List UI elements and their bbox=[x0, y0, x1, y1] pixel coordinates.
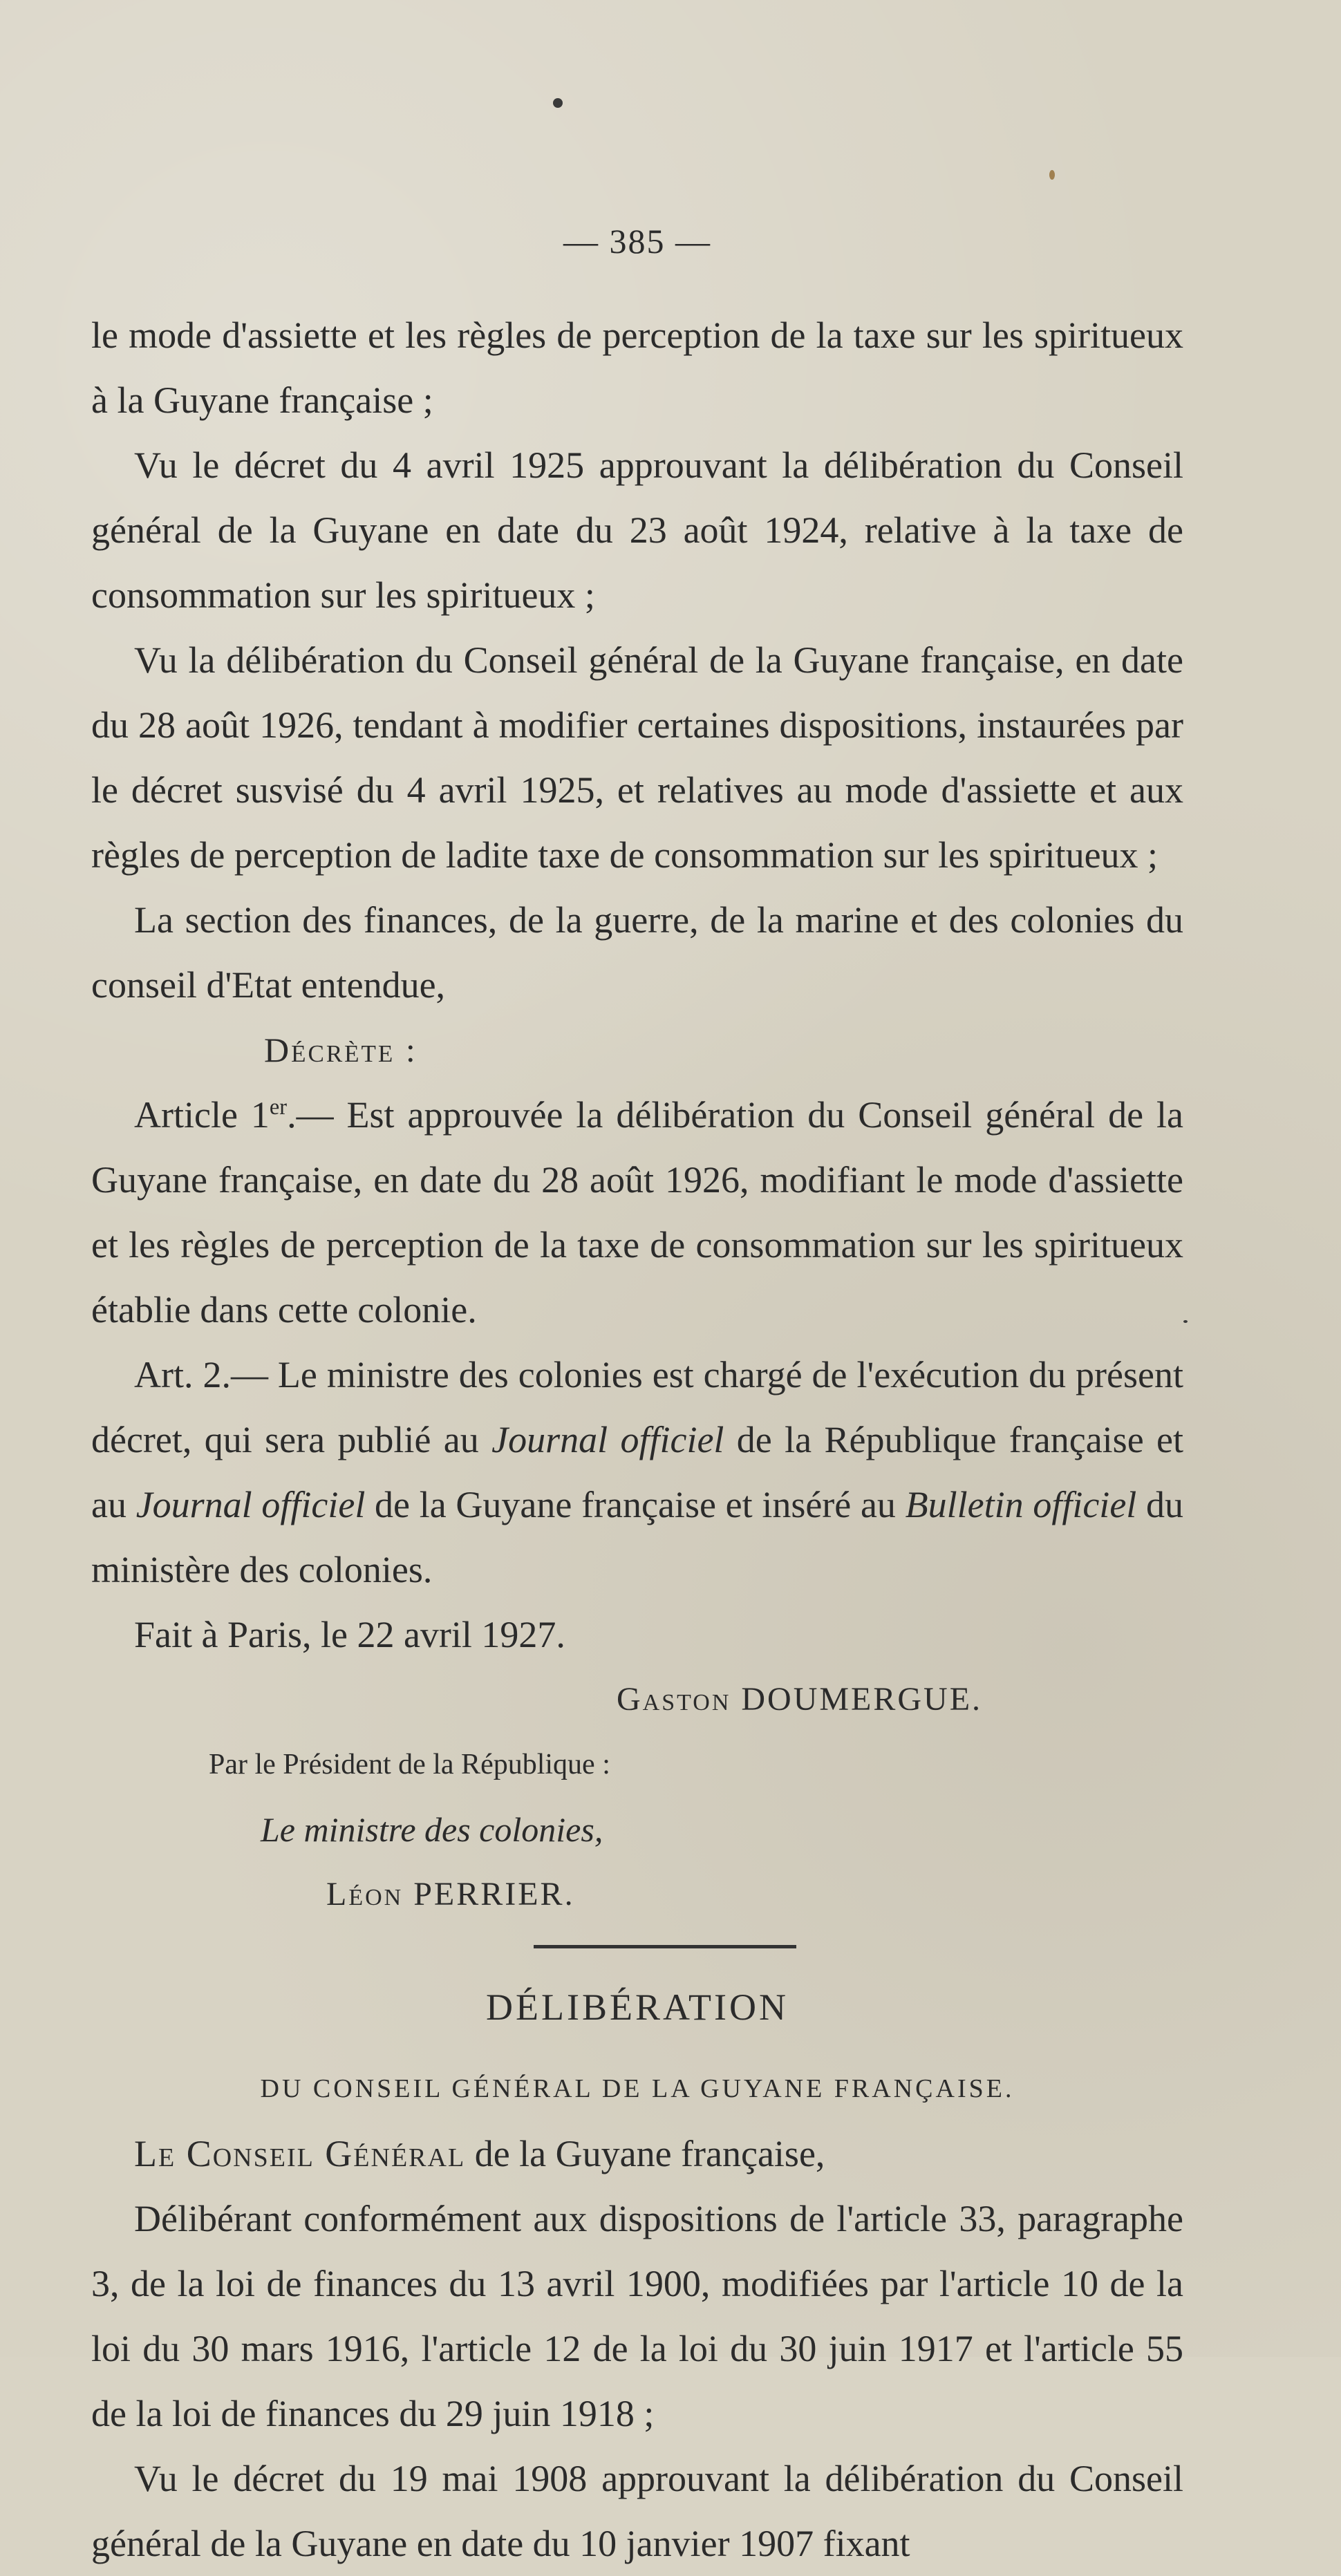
article-2-part-b: de la République française et au bbox=[91, 1419, 1184, 1525]
article-1-prefix: Article 1 bbox=[134, 1094, 270, 1136]
article-1-text: .— Est approuvée la délibération du Conseil général de la Guyane française, en date du 28 août 1926, modifiant le mode d'assiette et les règles de perception de la taxe de consommation sur les spiritueux établie dans cette colonie. bbox=[91, 1094, 1183, 1331]
page-number: — 385 — bbox=[563, 222, 711, 261]
deliberation-lead-smallcaps: Le Conseil Général bbox=[134, 2133, 466, 2174]
par-le-president: Par le Président de la République : bbox=[209, 1749, 610, 1780]
article-2-part-a: Art. 2.— Le ministre des colonies est chargé de l'exécution du présent décret, qui sera publié au bbox=[91, 1354, 1183, 1460]
paragraph-vu-deliberation: Vu la délibération du Conseil général de la Guyane française, en date du 28 août 1926, tendant à modifier certaines dispositions, instaurées par le décret susvisé du 4 avril 1925, et relatives au mode d'assiette et aux règles de perception de ladite taxe de consommation sur les spiritueux ; bbox=[91, 639, 1183, 876]
journal-officiel-guyane-ref: Journal officiel bbox=[135, 1484, 366, 1525]
deliberation-lead bbox=[91, 2121, 1183, 2186]
section-divider bbox=[534, 1945, 796, 1948]
president-signature: Gaston DOUMERGUE. bbox=[617, 1681, 983, 1718]
decrete-heading: Décrète : bbox=[264, 1031, 418, 1069]
fait-a-paris: Fait à Paris, le 22 avril 1927. bbox=[134, 1614, 565, 1655]
article-1 bbox=[91, 1082, 1183, 1342]
bulletin-officiel-ref: Bulletin officiel bbox=[905, 1484, 1137, 1525]
paper-speck bbox=[1183, 1320, 1188, 1323]
paragraph-section-finances: La section des finances, de la guerre, de la marine et des colonies du conseil d'Etat entendue, bbox=[91, 899, 1183, 1006]
deliberation-subheading: DU CONSEIL GÉNÉRAL DE LA GUYANE FRANÇAISE. bbox=[260, 2074, 1015, 2103]
article-2-part-d: du ministère des colonies. bbox=[91, 1484, 1184, 1590]
paragraph-vu-decret: Vu le décret du 4 avril 1925 approuvant la délibération du Conseil général de la Guyane en date du 23 août 1924, relative à la taxe de consommation sur les spiritueux ; bbox=[91, 444, 1183, 616]
article-2-part-c: de la Guyane française et inséré au bbox=[365, 1484, 906, 1525]
journal-officiel-ref: Journal officiel bbox=[491, 1419, 724, 1460]
minister-title: Le ministre des colonies, bbox=[261, 1810, 603, 1849]
paragraph-intro: le mode d'assiette et les règles de perception de la taxe sur les spiritueux à la Guyane française ; bbox=[91, 314, 1183, 421]
deliberation-heading: DÉLIBÉRATION bbox=[486, 1986, 789, 2028]
paper-speck bbox=[553, 98, 563, 108]
page-content bbox=[91, 221, 1183, 2576]
deliberation-paragraph-1: Délibérant conformément aux dispositions de l'article 33, paragraphe 3, de la loi de finances du 13 avril 1900, modifiées par l'article 10 de la loi du 30 mars 1916, l'article 12 de la loi du 30 juin 1917 et l'article 55 de la loi de finances du 29 juin 1918 ; bbox=[91, 2198, 1183, 2434]
deliberation-lead-rest: de la Guyane française, bbox=[465, 2133, 825, 2174]
article-2 bbox=[91, 1342, 1183, 1602]
minister-name: Léon PERRIER. bbox=[326, 1876, 575, 1912]
paper-speck bbox=[1049, 170, 1055, 180]
article-1-sup: er bbox=[269, 1095, 288, 1120]
deliberation-paragraph-2: Vu le décret du 19 mai 1908 approuvant la délibération du Conseil général de la Guyane en date du 10 janvier 1907 fixant bbox=[91, 2458, 1183, 2564]
